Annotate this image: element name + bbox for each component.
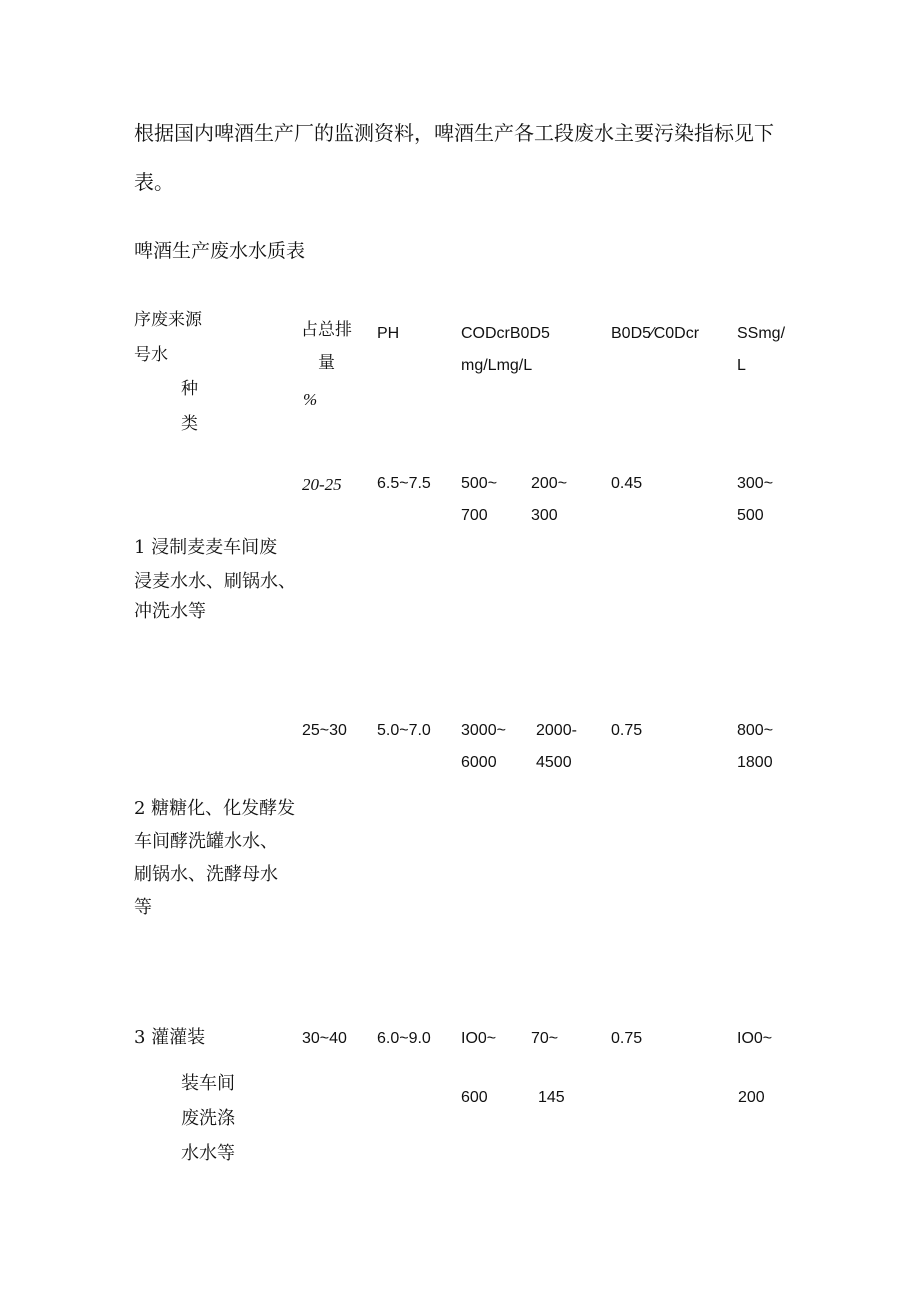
row-desc-line-3: 冲洗水等 <box>134 601 206 622</box>
row-desc-line-1: 2 糖糖化、化发酵发 <box>134 798 296 819</box>
row-ph: 6.5~7.5 <box>377 475 431 492</box>
row-desc-line-2: 车间酵洗罐水水、 <box>134 831 278 852</box>
row-bod-bottom: 145 <box>538 1089 565 1106</box>
header-ph: PH <box>377 325 400 342</box>
header-seq-number: 号水 <box>134 345 168 365</box>
row-bod-top: 200~ <box>531 475 568 492</box>
row-cod-bottom: 600 <box>461 1089 488 1106</box>
row-cod-bottom: 700 <box>461 507 488 524</box>
header-bod-cod-ratio: B0D5∕C0Dcr <box>611 325 700 342</box>
row-ss-bottom: 500 <box>737 507 764 524</box>
intro-line-1: 根据国内啤酒生产厂的监测资料，啤酒生产各工段废水主要污染指标见下 <box>134 121 774 145</box>
row-bod-top: 2000- <box>536 722 577 739</box>
row-ss-top: 800~ <box>737 722 774 739</box>
row-bod-cod: 0.75 <box>611 1030 643 1047</box>
header-cod-bod: CODcrB0D5 <box>461 325 550 342</box>
row-desc-line-3: 废洗涤 <box>181 1108 235 1129</box>
row-desc-line-2: 浸麦水水、刷锅水、 <box>134 571 296 592</box>
intro-line-2: 表。 <box>134 170 174 194</box>
header-ss: SSmg/ <box>737 325 786 342</box>
row-bod-bottom: 300 <box>531 507 558 524</box>
row-desc-line-4: 水水等 <box>181 1143 235 1164</box>
row-bod-cod: 0.45 <box>611 475 643 492</box>
row-ratio: 25~30 <box>302 722 347 739</box>
header-cod-bod-unit: mg/Lmg/L <box>461 357 533 374</box>
row-ratio: 30~40 <box>302 1030 347 1047</box>
row-ph: 6.0~9.0 <box>377 1030 431 1047</box>
header-type-2: 类 <box>181 414 198 434</box>
header-ss-unit: L <box>737 357 746 374</box>
row-desc-line-2: 装车间 <box>181 1073 235 1094</box>
row-desc-line-1: 3 灌灌装 <box>134 1027 206 1048</box>
header-seq-source: 序废来源 <box>134 310 202 330</box>
row-bod-bottom: 4500 <box>536 754 572 771</box>
header-ratio-1: 占总排 <box>301 320 352 340</box>
row-cod-top: 3000~ <box>461 722 506 739</box>
table-title: 啤酒生产废水水质表 <box>134 240 306 262</box>
row-cod-top: IO0~ <box>461 1030 497 1047</box>
row-ss-top: 300~ <box>737 475 774 492</box>
row-ss-bottom: 200 <box>738 1089 765 1106</box>
row-desc-line-3: 刷锅水、洗酵母水 <box>134 864 278 885</box>
row-ss-bottom: 1800 <box>737 754 773 771</box>
row-cod-bottom: 6000 <box>461 754 497 771</box>
row-desc-line-1: 1 浸制麦麦车间废 <box>134 537 278 558</box>
header-type-1: 种 <box>181 379 198 399</box>
row-desc-line-4: 等 <box>134 897 152 918</box>
row-ph: 5.0~7.0 <box>377 722 431 739</box>
row-cod-top: 500~ <box>461 475 498 492</box>
row-ratio: 20-25 <box>302 475 342 494</box>
row-bod-top: 70~ <box>531 1030 559 1047</box>
row-bod-cod: 0.75 <box>611 722 643 739</box>
header-ratio-2: 量 <box>318 353 335 373</box>
row-ss-top: IO0~ <box>737 1030 773 1047</box>
header-ratio-unit: % <box>303 390 318 409</box>
